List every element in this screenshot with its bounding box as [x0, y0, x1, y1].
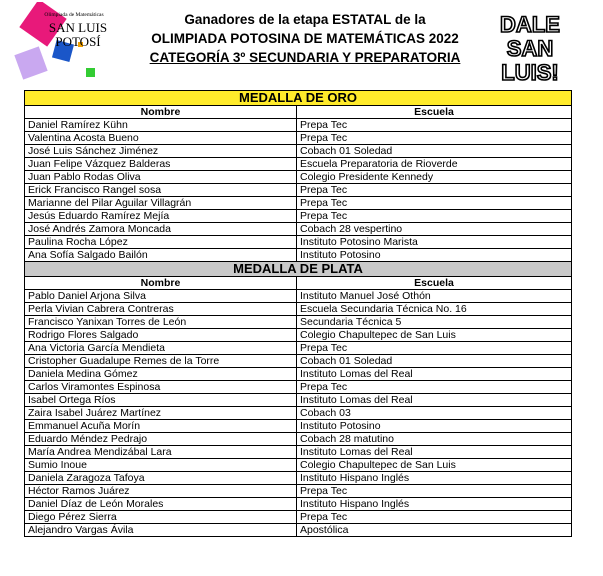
- logo-arc-text: Olimpiada de Matemáticas: [44, 12, 104, 18]
- winner-name: Zaira Isabel Juárez Martínez: [25, 407, 297, 420]
- logo-right-line1: DALE: [500, 12, 560, 37]
- winner-school: Colegio Chapultepec de San Luis: [297, 329, 572, 342]
- winner-school: Secundaria Técnica 5: [297, 316, 572, 329]
- winner-name: Juan Felipe Vázquez Balderas: [25, 158, 297, 171]
- winner-school: Instituto Lomas del Real: [297, 446, 572, 459]
- winner-school: Colegio Presidente Kennedy: [297, 171, 572, 184]
- logo-name-line1: SAN LUIS: [48, 20, 108, 35]
- winner-name: Emmanuel Acuña Morín: [25, 420, 297, 433]
- winner-name: Ana Victoria García Mendieta: [25, 342, 297, 355]
- silver-table-row: [25, 368, 572, 381]
- silver-table-row: [25, 303, 572, 316]
- silver-heading: MEDALLA DE PLATA: [25, 262, 572, 277]
- winner-name: Erick Francisco Rangel sosa: [25, 184, 297, 197]
- olympiad-logo: [12, 2, 132, 86]
- winner-school: Instituto Potosino Marista: [297, 236, 572, 249]
- winner-name: Héctor Ramos Juárez: [25, 485, 297, 498]
- winner-name: Rodrigo Flores Salgado: [25, 329, 297, 342]
- winner-school: Prepa Tec: [297, 381, 572, 394]
- winner-name: Daniela Medina Gómez: [25, 368, 297, 381]
- winner-school: Escuela Preparatoria de Rioverde: [297, 158, 572, 171]
- silver-table-row: [25, 433, 572, 446]
- gold-table-row: [25, 119, 572, 132]
- title-line-2: OLIMPIADA POTOSINA DE MATEMÁTICAS 2022: [151, 31, 459, 46]
- silver-table-row: [25, 472, 572, 485]
- winner-school: Prepa Tec: [297, 210, 572, 223]
- winner-name: Juan Pablo Rodas Oliva: [25, 171, 297, 184]
- silver-table-row: [25, 459, 572, 472]
- silver-col-name: Nombre: [25, 277, 297, 290]
- gold-col-school: Escuela: [297, 106, 572, 119]
- winner-school: Cobach 01 Soledad: [297, 145, 572, 158]
- winner-school: Apostólica: [297, 524, 572, 537]
- winner-name: Diego Pérez Sierra: [25, 511, 297, 524]
- winner-school: Instituto Hispano Inglés: [297, 472, 572, 485]
- winner-school: Instituto Lomas del Real: [297, 368, 572, 381]
- silver-column-header-row: [25, 277, 572, 290]
- winner-name: Marianne del Pilar Aguilar Villagrán: [25, 197, 297, 210]
- winner-name: Carlos Viramontes Espinosa: [25, 381, 297, 394]
- winner-name: Eduardo Méndez Pedrajo: [25, 433, 297, 446]
- winner-name: Ana Sofía Salgado Bailón: [25, 249, 297, 262]
- winner-school: Instituto Potosino: [297, 249, 572, 262]
- gold-column-header-row: [25, 106, 572, 119]
- winner-name: Sumio Inoue: [25, 459, 297, 472]
- gold-table-row: [25, 158, 572, 171]
- winner-name: José Andrés Zamora Moncada: [25, 223, 297, 236]
- silver-table-row: [25, 290, 572, 303]
- winner-school: Instituto Lomas del Real: [297, 394, 572, 407]
- silver-table-row: [25, 498, 572, 511]
- logo-right-line3: LUIS!: [501, 60, 559, 84]
- silver-table-row: [25, 355, 572, 368]
- winner-school: Cobach 03: [297, 407, 572, 420]
- page-title: [135, 10, 475, 67]
- winner-name: Pablo Daniel Arjona Silva: [25, 290, 297, 303]
- silver-table-row: [25, 394, 572, 407]
- silver-table-row: [25, 342, 572, 355]
- winner-name: José Luis Sánchez Jiménez: [25, 145, 297, 158]
- winner-name: Perla Vivian Cabrera Contreras: [25, 303, 297, 316]
- gold-table-row: [25, 210, 572, 223]
- winners-table: [24, 90, 572, 537]
- gold-table-row: [25, 236, 572, 249]
- gold-table-row: [25, 197, 572, 210]
- silver-table-row: [25, 407, 572, 420]
- logo-name-line2: POTOSÍ: [55, 34, 101, 49]
- gold-table-row: [25, 145, 572, 158]
- silver-table-row: [25, 329, 572, 342]
- winner-name: María Andrea Mendizábal Lara: [25, 446, 297, 459]
- gold-table-row: [25, 184, 572, 197]
- silver-table-row: [25, 511, 572, 524]
- winner-name: Isabel Ortega Ríos: [25, 394, 297, 407]
- winners-table-body: [25, 91, 572, 537]
- title-line-3: CATEGORÍA 3º SECUNDARIA Y PREPARATORIA: [149, 50, 461, 65]
- winner-name: Francisco Yanixan Torres de León: [25, 316, 297, 329]
- logo-right-line2: SAN: [506, 36, 554, 61]
- winner-school: Cobach 01 Soledad: [297, 355, 572, 368]
- winner-school: Escuela Secundaria Técnica No. 16: [297, 303, 572, 316]
- winner-school: Cobach 28 matutino: [297, 433, 572, 446]
- winner-name: Alejandro Vargas Ávila: [25, 524, 297, 537]
- dale-san-luis-logo: [490, 10, 570, 84]
- silver-table-row: [25, 316, 572, 329]
- winner-school: Prepa Tec: [297, 119, 572, 132]
- silver-table-row: [25, 524, 572, 537]
- winner-name: Paulina Rocha López: [25, 236, 297, 249]
- winner-school: Prepa Tec: [297, 511, 572, 524]
- winner-school: Prepa Tec: [297, 132, 572, 145]
- winner-name: Jesús Eduardo Ramírez Mejía: [25, 210, 297, 223]
- gold-table-row: [25, 223, 572, 236]
- gold-heading: MEDALLA DE ORO: [25, 91, 572, 106]
- gold-table-row: [25, 249, 572, 262]
- winner-name: Valentina Acosta Bueno: [25, 132, 297, 145]
- winner-school: Prepa Tec: [297, 184, 572, 197]
- gold-table-row: [25, 132, 572, 145]
- winner-name: Cristopher Guadalupe Remes de la Torre: [25, 355, 297, 368]
- winner-school: Prepa Tec: [297, 342, 572, 355]
- winner-name: Daniel Ramírez Kühn: [25, 119, 297, 132]
- winner-school: Colegio Chapultepec de San Luis: [297, 459, 572, 472]
- winner-school: Instituto Manuel José Othón: [297, 290, 572, 303]
- silver-table-row: [25, 381, 572, 394]
- silver-col-school: Escuela: [297, 277, 572, 290]
- gold-heading-row: [25, 91, 572, 106]
- silver-heading-row: [25, 262, 572, 277]
- title-line-1: Ganadores de la etapa ESTATAL de la: [184, 12, 426, 27]
- winner-name: Daniel Díaz de León Morales: [25, 498, 297, 511]
- winner-school: Instituto Hispano Inglés: [297, 498, 572, 511]
- gold-table-row: [25, 171, 572, 184]
- gold-col-name: Nombre: [25, 106, 297, 119]
- winner-school: Cobach 28 vespertino: [297, 223, 572, 236]
- winner-school: Prepa Tec: [297, 197, 572, 210]
- winner-name: Daniela Zaragoza Tafoya: [25, 472, 297, 485]
- page-header: [0, 0, 603, 88]
- winner-school: Instituto Potosino: [297, 420, 572, 433]
- silver-table-row: [25, 420, 572, 433]
- silver-table-row: [25, 485, 572, 498]
- winner-school: Prepa Tec: [297, 485, 572, 498]
- silver-table-row: [25, 446, 572, 459]
